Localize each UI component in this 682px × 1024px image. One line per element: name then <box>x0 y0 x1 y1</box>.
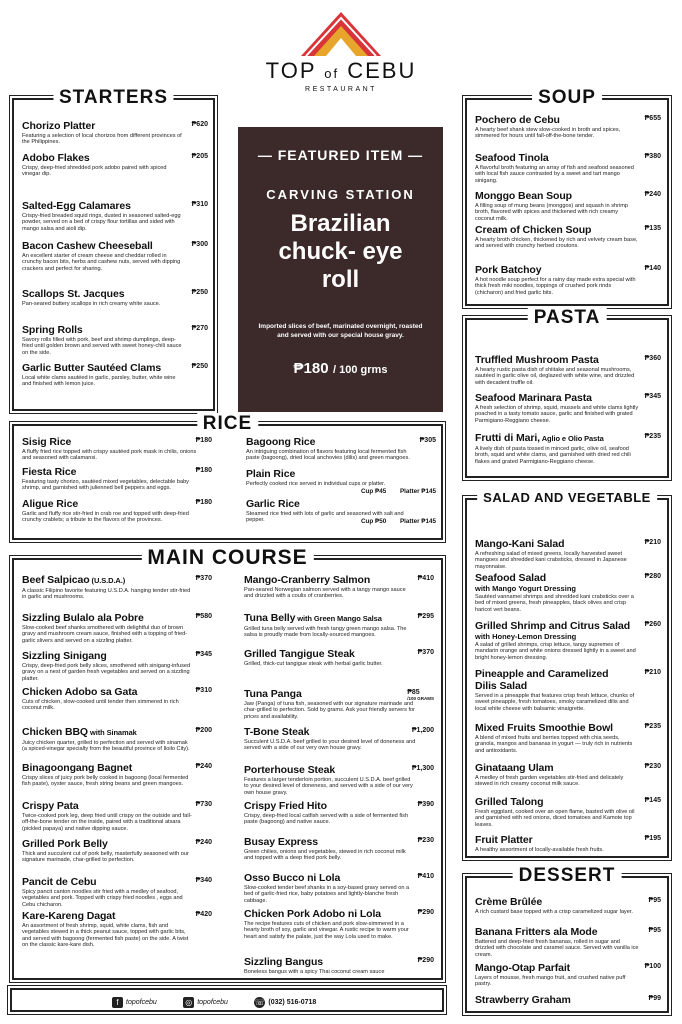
item-price: ₱290 <box>417 909 434 916</box>
item-description: A blend of mixed fruits and berries topped with chia seeds, granola, mangos and bananas in yogurt — truly rich in nutrients and antioxidants. <box>475 735 633 754</box>
mountain-logo-icon <box>296 8 386 58</box>
item-price: ₱270 <box>191 325 208 332</box>
menu-item <box>244 836 434 862</box>
item-description: Perfectly cooked rice served in individual cups or platter. <box>246 481 386 487</box>
brand-tagline: RESTAURANT <box>305 86 377 93</box>
item-name: Seafood Tinola <box>475 152 549 164</box>
item-name: Ginataang Ulam <box>475 762 554 774</box>
item-description: A filling soup of mung beans (monggos) and squash in shrimp broth, flavored with spices and thickened with rich creamy coconut milk. <box>475 203 628 222</box>
item-name: Grilled Tangigue Steak <box>244 648 355 660</box>
featured-dish: Brazilian chuck- eye roll <box>278 210 403 293</box>
item-name: Crème Brûlée <box>475 896 543 908</box>
item-cup-price: Cup ₱45 <box>361 488 387 495</box>
item-description: Jaw (Panga) of tuna fish, seasoned with our signature marinade and char-grilled to perfection. Sold by grams. Ask your friendly servers for prices and availability. <box>244 701 415 720</box>
item-price: ₱235 <box>644 723 661 730</box>
item-description: Crispy-fried breaded squid rings, dusted in seasoned salted-egg powder, served on a bed of crispy flour tortillas and sided with mango salsa and aioli dip. <box>22 213 181 232</box>
menu-item <box>475 962 661 988</box>
item-name-line2: Dilis Salad <box>475 680 528 692</box>
item-description: Layers of mousse, fresh mango fruit, and crushed native puff pastry. <box>475 975 626 988</box>
menu-item <box>246 498 436 524</box>
menu-item <box>475 620 661 661</box>
main-course-title: MAIN COURSE <box>141 547 313 569</box>
featured-unit: / 100 grms <box>333 364 388 376</box>
item-price: ₱410 <box>417 575 434 582</box>
item-description: A rich custard base topped with a crisp caramelized sugar layer. <box>475 909 633 915</box>
item-price: ₱100 <box>644 963 661 970</box>
item-name: Busay Express <box>244 836 318 848</box>
menu-item <box>475 538 661 570</box>
item-name: Chicken Adobo sa Gata <box>22 686 138 698</box>
instagram-icon[interactable]: ◎ <box>183 997 194 1008</box>
item-description: Fresh eggplant, cooked over an open flame, basted with olive oil and garnished with red onions, diced tomatoes and Kamote top leaves. <box>475 809 635 828</box>
menu-item <box>475 392 661 424</box>
item-description: A hearty rustic pasta dish of shiitake and seasonal mushrooms, sautéed in garlic olive oil, deglazed with white wine, and drizzled with decadent truffle oil. <box>475 367 635 386</box>
item-name: Scallops St. Jacques <box>22 288 125 300</box>
item-description: Pan-seared buttery scallops in rich creamy white sauce. <box>22 301 161 307</box>
item-name: Fiesta Rice <box>22 466 77 478</box>
item-description: The recipe features cuts of chicken and pork slow-simmered in a hearty broth of soy, garlic and vinegar. A rustic recipe to warm your heart and satisfy the palate, just the way Lola used to make. <box>244 921 409 940</box>
facebook-icon[interactable]: f <box>112 997 123 1008</box>
item-price: ₱210 <box>644 539 661 546</box>
item-description: Served in a pineapple that features crisp fresh lettuce, chunks of sweet pineapple, fresh tomatoes, smoky caramelized dilis and local white cheese with balsamic vinaigrette. <box>475 693 635 712</box>
item-description: Crispy slices of juicy pork belly cooked in bagoong (local fermented fish paste), oyster sauce, fresh string beans and green mangoes. <box>22 775 189 788</box>
item-description: Sautéed vannamei shrimps and shredded kani crabsticks over a bed of mixed greens, fresh pineapples, black olives and crisp haricot vert beans. <box>475 594 634 613</box>
item-price: ₱235 <box>644 433 661 440</box>
item-price: ₱240 <box>195 839 212 846</box>
menu-item <box>22 498 212 524</box>
item-price: ₱345 <box>644 393 661 400</box>
menu-item <box>244 956 434 975</box>
menu-item <box>244 688 434 720</box>
item-description: Pan-seared Norwegian salmon served with a tangy mango sauce and drizzled with a coulis of cranberries. <box>244 587 406 600</box>
menu-item <box>22 800 212 832</box>
menu-item <box>22 612 212 644</box>
menu-item <box>475 224 661 250</box>
menu-item <box>244 648 434 667</box>
menu-item <box>475 114 661 140</box>
menu-item <box>475 796 661 828</box>
item-name: Chicken BBQ with Sinamak <box>22 726 137 738</box>
item-name: Chicken Pork Adobo ni Lola <box>244 908 382 920</box>
item-name: Fruit Platter <box>475 834 533 846</box>
rice-section <box>12 413 443 540</box>
instagram-handle[interactable]: topofcebu <box>197 999 228 1007</box>
item-description: A lively dish of pasta tossed in minced garlic, olive oil, seafood broth, squid and white clams, and garnished with dried red chili flakes and grated Parmigiano-Reggiano cheese. <box>475 446 631 465</box>
item-name: Mango-Otap Parfait <box>475 962 571 974</box>
soup-title: SOUP <box>532 87 602 109</box>
rice-title: RICE <box>197 413 258 435</box>
item-price: ₱310 <box>191 201 208 208</box>
item-price: ₱99 <box>648 995 661 1002</box>
item-name: Sizzling Sinigang <box>22 650 107 662</box>
dessert-title: DESSERT <box>513 865 622 887</box>
item-price: ₱1,300 <box>411 765 434 772</box>
menu-item <box>22 240 208 272</box>
item-name: T-Bone Steak <box>244 726 310 738</box>
item-description: Local white clams sautéed in garlic, parsley, butter, white wine and finished with lemon juice. <box>22 375 176 388</box>
item-price: ₱300 <box>191 241 208 248</box>
phone-number[interactable]: (032) 516-0718 <box>268 999 317 1007</box>
item-description: Featuring tasty chorizo, sautéed mixed vegetables, delectable baby shrimp, and garnished with julienned bell peppers and eggs. <box>22 479 189 492</box>
item-price: ₱250 <box>191 363 208 370</box>
menu-item <box>22 324 208 356</box>
menu-item <box>22 838 212 864</box>
item-description: Thick and succulent cut of pork belly, masterfully seasoned with our signature marinade, char-grilled to perfection. <box>22 851 189 864</box>
item-name: Crispy Pata <box>22 800 79 812</box>
menu-item <box>475 834 661 853</box>
item-name: Osso Bucco ni Lola <box>244 872 341 884</box>
menu-item <box>244 908 434 940</box>
menu-item <box>475 926 661 958</box>
item-name: Pork Batchoy <box>475 264 542 276</box>
brand-name: TOP of CEBU <box>265 58 417 83</box>
menu-item <box>244 574 434 600</box>
pasta-title: PASTA <box>528 307 607 329</box>
item-description: Features a larger tenderloin portion, succulent U.S.D.A. beef grilled to your desired level of doneness, and served with a side of our very own house gravy. <box>244 777 413 796</box>
logo <box>0 8 682 93</box>
item-description: Grilled, thick-cut tangigue steak with herbal garlic butter. <box>244 661 383 667</box>
item-price: ₱1,200 <box>411 727 434 734</box>
item-name: Grilled Shrimp and Citrus Salad <box>475 620 631 632</box>
menu-item <box>22 436 212 462</box>
menu-item <box>22 362 208 388</box>
item-name: Aligue Rice <box>22 498 79 510</box>
item-name: Strawberry Graham <box>475 994 571 1006</box>
item-price: ₱360 <box>644 355 661 362</box>
starters-title: STARTERS <box>53 87 174 109</box>
menu-item <box>475 264 661 296</box>
footer-contacts <box>10 988 444 1012</box>
item-price: ₱310 <box>195 687 212 694</box>
item-price: ₱420 <box>195 911 212 918</box>
item-price: ₱370 <box>195 575 212 582</box>
item-price: ₱180 <box>195 499 212 506</box>
item-description: A healthy assortment of locally-available fresh fruits. <box>475 847 604 853</box>
item-name: Mango-Kani Salad <box>475 538 565 550</box>
item-description: A hearty broth chicken, thickened by rich and velvety cream base, and served with crunchy herbed croutons. <box>475 237 638 250</box>
menu-item <box>22 876 212 908</box>
item-price: ₱295 <box>417 613 434 620</box>
menu-item <box>244 800 434 826</box>
item-price: ₱305 <box>419 437 436 444</box>
item-name: Seafood Marinara Pasta <box>475 392 592 404</box>
item-price: ₱580 <box>195 613 212 620</box>
dessert-section <box>465 865 669 1013</box>
item-name: Salted-Egg Calamares <box>22 200 131 212</box>
item-cup-price: Cup ₱50 <box>361 518 387 525</box>
item-name: Pineapple and Caramelized <box>475 668 609 680</box>
menu-item <box>475 190 661 222</box>
item-description: Crispy, deep-fried local catfish served with a side of fermented fish paste (bagoong) and native sauce. <box>244 813 409 826</box>
item-price: ₱195 <box>644 835 661 842</box>
item-price: ₱210 <box>644 669 661 676</box>
item-name: Banana Fritters ala Mode <box>475 926 598 938</box>
menu-item <box>475 994 661 1007</box>
item-name: Garlic Rice <box>246 498 300 510</box>
item-name: Plain Rice <box>246 468 296 480</box>
item-price: ₱205 <box>191 153 208 160</box>
item-name: Sisig Rice <box>22 436 72 448</box>
item-description: Succulent U.S.D.A. beef grilled to your desired level of doneness and served with a side of our very own house gravy. <box>244 739 416 752</box>
salad-section <box>465 490 669 858</box>
item-price: ₱250 <box>191 289 208 296</box>
starters-section <box>12 87 215 411</box>
item-description: A hot noodle soup perfect for a rainy day made extra special with thick fresh miki noodles, toppings of crushed pork rinds (chicharon) and fried garlic bits. <box>475 277 636 296</box>
item-description: Cuts of chicken, slow-cooked until tender then simmered in rich coconut milk. <box>22 699 179 712</box>
menu-item <box>22 120 208 146</box>
item-name: Spring Rolls <box>22 324 83 336</box>
item-description: A hearty beef shank stew slow-cooked in broth and spices, simmered for hours until fall-off-the-bone tender. <box>475 127 621 140</box>
item-description: Green chilies, onions and vegetables, stewed in rich coconut milk and topped with a deep fried pork belly. <box>244 849 406 862</box>
item-platter-price: Platter ₱145 <box>399 518 436 525</box>
item-name: Bagoong Rice <box>246 436 316 448</box>
item-name: Tuna Belly with Green Mango Salsa <box>244 612 382 624</box>
item-price: ₱340 <box>195 877 212 884</box>
item-name: Bacon Cashew Cheeseball <box>22 240 153 252</box>
item-description: Crispy, deep-fried shredded pork adobo paired with spiced vinegar dip. <box>22 165 167 178</box>
item-name: Monggo Bean Soup <box>475 190 572 202</box>
item-name: Porterhouse Steak <box>244 764 336 776</box>
item-price: ₱95 <box>648 927 661 934</box>
main-course-section <box>12 546 443 980</box>
menu-item <box>22 686 212 712</box>
item-name: Frutti di Mari, Aglio e Olio Pasta <box>475 432 604 444</box>
item-price: ₱390 <box>417 801 434 808</box>
menu-item <box>244 612 434 639</box>
item-price: ₱260 <box>644 621 661 628</box>
menu-item <box>22 574 212 601</box>
item-price: ₱135 <box>644 225 661 232</box>
item-name: Beef Salpicao (U.S.D.A.) <box>22 574 126 586</box>
item-description: Spicy pancit canton noodles stir fried with a medley of seafood, vegetables and pork. Topped with crispy fried noodles , eggs and Cebu chicharon. <box>22 889 183 908</box>
item-platter-price: Platter ₱145 <box>399 488 436 495</box>
item-description: Slow-cooked tender beef shanks in a soy-based gravy served on a bed of garlic-fried rice, baby potatoes and lightly-blanche fresh cabbage. <box>244 885 410 904</box>
item-description: A medley of fresh garden vegetables stir-fried and delicately stewed in rich creamy coconut milk sauce. <box>475 775 624 788</box>
menu-item <box>475 762 661 788</box>
menu-item <box>244 726 434 752</box>
item-description: A flavorful broth featuring an array of fish and seafood seasoned with local fish sauce contrasted by a sweet and tart mango sinigang. <box>475 165 634 184</box>
item-price: ₱240 <box>644 191 661 198</box>
item-description: Savory rolls filled with pork, beef and shrimp dumplings, deep-fried until golden brown and served with sweet honey-chili sauce on the side. <box>22 337 182 356</box>
item-description: A fluffy fried rice topped with crispy sautéed pork mask in chilis, onions and seasoned with calamansi. <box>22 449 197 462</box>
item-description: A classic Filipino favorite featuring U.S.D.A. hanging tender stir-fried in garlic and mushrooms. <box>22 588 191 601</box>
pasta-section <box>465 307 669 478</box>
menu-item <box>22 200 208 232</box>
item-name: Mixed Fruits Smoothie Bowl <box>475 722 613 734</box>
item-price: ₱140 <box>644 265 661 272</box>
item-name: Sizzling Bangus <box>244 956 324 968</box>
menu-item <box>22 910 212 949</box>
featured-station: CARVING STATION <box>266 187 415 202</box>
item-price: ₱730 <box>195 801 212 808</box>
item-name: Truffled Mushroom Pasta <box>475 354 599 366</box>
featured-label: — FEATURED ITEM — <box>257 147 424 163</box>
item-price: ₱200 <box>195 727 212 734</box>
menu-item <box>475 432 661 465</box>
item-price: ₱180 <box>195 437 212 444</box>
item-name: Crispy Fried Hito <box>244 800 327 812</box>
item-name: Adobo Flakes <box>22 152 90 164</box>
menu-item <box>22 466 212 492</box>
item-price: ₱380 <box>644 153 661 160</box>
item-price: ₱230 <box>644 763 661 770</box>
item-description: Battered and deep-fried fresh bananas, rolled in sugar and drizzled with chocolate and caramel sauce. Served with vanilla ice cream. <box>475 939 639 958</box>
item-price: ₱370 <box>417 649 434 656</box>
item-price: ₱410 <box>417 873 434 880</box>
item-description: An excellent starter of cream cheese and cheddar rolled in crunchy bacon bits, herbs and cashew nuts, served with dipping crackers and perfect for sharing. <box>22 253 181 272</box>
menu-item <box>22 726 212 753</box>
item-description: Slow-cooked beef shanks smothered with delightful duo of brown gravy and mushroom cream sauce, finished with a topping of fried-garlic slivers and served on a sizzling platter. <box>22 625 188 644</box>
featured-desc: Imported slices of beef, marinated overnight, roasted and served with our special house gravy. <box>258 323 423 339</box>
item-price: ₱655 <box>644 115 661 122</box>
item-description: Juicy chicken quarter, grilled to perfection and served with sinamak (a spiced-vinegar specialty from the beautiful province of Iloilo City). <box>22 740 190 753</box>
featured-price-row <box>238 360 443 378</box>
item-name: Kare-Kareng Dagat <box>22 910 116 922</box>
item-subtitle: with Mango Yogurt Dressing <box>475 584 576 593</box>
item-price: ₱290 <box>417 957 434 964</box>
menu-item <box>22 762 212 788</box>
item-name: Tuna Panga <box>244 688 302 700</box>
item-price: ₱345 <box>195 651 212 658</box>
item-description: An intriguing combination of flavors featuring local fermented fish paste (bagoong), dried local anchovies (dilis) and green mangoes. <box>246 449 410 462</box>
phone-icon: ☏ <box>254 998 265 1008</box>
item-price: ₱180 <box>195 467 212 474</box>
item-description: An assortment of fresh shrimp, squid, white clams, fish and vegetables stewed in a thick peanut sauce, topped with garlic bits, and served with bagoong (fermented fish paste) on the side. A twist on the classic kare-kare dish. <box>22 923 189 949</box>
item-name: Binagoongang Bagnet <box>22 762 133 774</box>
item-description: A refreshing salad of mixed greens, locally harvested sweet mangoes and shredded kani crabsticks, dressed in Japanese mayonnaise. <box>475 551 627 570</box>
item-description: Crispy, deep-fried pork belly slices, smothered with sinigang-infused gravy on a nest of garden fresh vegetables and served on a sizzling platter. <box>22 663 191 682</box>
item-name: Seafood Salad <box>475 572 547 584</box>
item-name: Pancit de Cebu <box>22 876 97 888</box>
soup-section <box>465 87 669 306</box>
item-description: Steamed rice fried with lots of garlic and seasoned with salt and pepper. <box>246 511 404 524</box>
featured-price: ₱180 <box>293 360 329 377</box>
menu-item <box>475 722 661 754</box>
item-name: Garlic Butter Sautéed Clams <box>22 362 162 374</box>
item-name: Chorizo Platter <box>22 120 96 132</box>
menu-item <box>22 152 208 178</box>
menu-item <box>475 152 661 184</box>
menu-item <box>475 572 661 613</box>
menu-item <box>475 896 661 915</box>
item-price: ₱230 <box>417 837 434 844</box>
item-name: Sizzling Bulalo ala Pobre <box>22 612 144 624</box>
item-description: Boneless bangus with a spicy Thai coconut cream sauce <box>244 969 385 975</box>
item-description: A salad of grilled shrimps, crisp lettuce, tangy supremes of mandarin orange and white onions dressed lightly in a sweet and bright honey-lemon dressing. <box>475 642 636 661</box>
item-name: Pochero de Cebu <box>475 114 560 126</box>
item-price: ₱280 <box>644 573 661 580</box>
item-name: Mango-Cranberry Salmon <box>244 574 371 586</box>
item-price: ₱620 <box>191 121 208 128</box>
item-price: ₱145 <box>644 797 661 804</box>
menu-item <box>246 436 436 462</box>
item-description: A fresh selection of shrimp, squid, mussels and white clams lightly poached in a tasty tomato sauce, garlic and finished with grated Parmigiano-Reggiano cheese. <box>475 405 639 424</box>
facebook-handle[interactable]: topofcebu <box>126 999 157 1007</box>
menu-item <box>244 764 434 796</box>
menu-item <box>475 354 661 386</box>
menu-item <box>246 468 436 495</box>
item-name: Grilled Talong <box>475 796 544 808</box>
item-description: Garlic and fluffy rice stir-fried in crab roe and topped with deep-fried crunchy crablets; a tribute to the flavors of the provinces. <box>22 511 189 524</box>
item-price: ₱240 <box>195 763 212 770</box>
featured-panel <box>238 127 443 412</box>
item-price: ₱95 <box>648 897 661 904</box>
item-description: Featuring a selection of local chorizos from different provinces of the Philippines. <box>22 133 182 146</box>
item-subtitle: with Honey-Lemon Dressing <box>475 632 577 641</box>
item-description: Twice-cooked pork leg, deep fried until crispy on the outside and fall-off-the-bone tender on the inside, paired with a traditional atsara (pickled papaya) and native dipping sauce. <box>22 813 192 832</box>
menu-item <box>22 288 208 307</box>
menu-item <box>22 650 212 682</box>
menu-item <box>244 872 434 904</box>
item-price: ₱85 /100 GRAMS <box>407 689 434 701</box>
menu-item <box>475 668 661 712</box>
item-description: Grilled tuna belly served with fresh tangy green mango salsa. The salsa is proudly made from locally-sourced mangoes. <box>244 626 407 639</box>
item-name: Cream of Chicken Soup <box>475 224 592 236</box>
salad-title: SALAD AND VEGETABLE <box>477 489 657 507</box>
item-name: Grilled Pork Belly <box>22 838 108 850</box>
